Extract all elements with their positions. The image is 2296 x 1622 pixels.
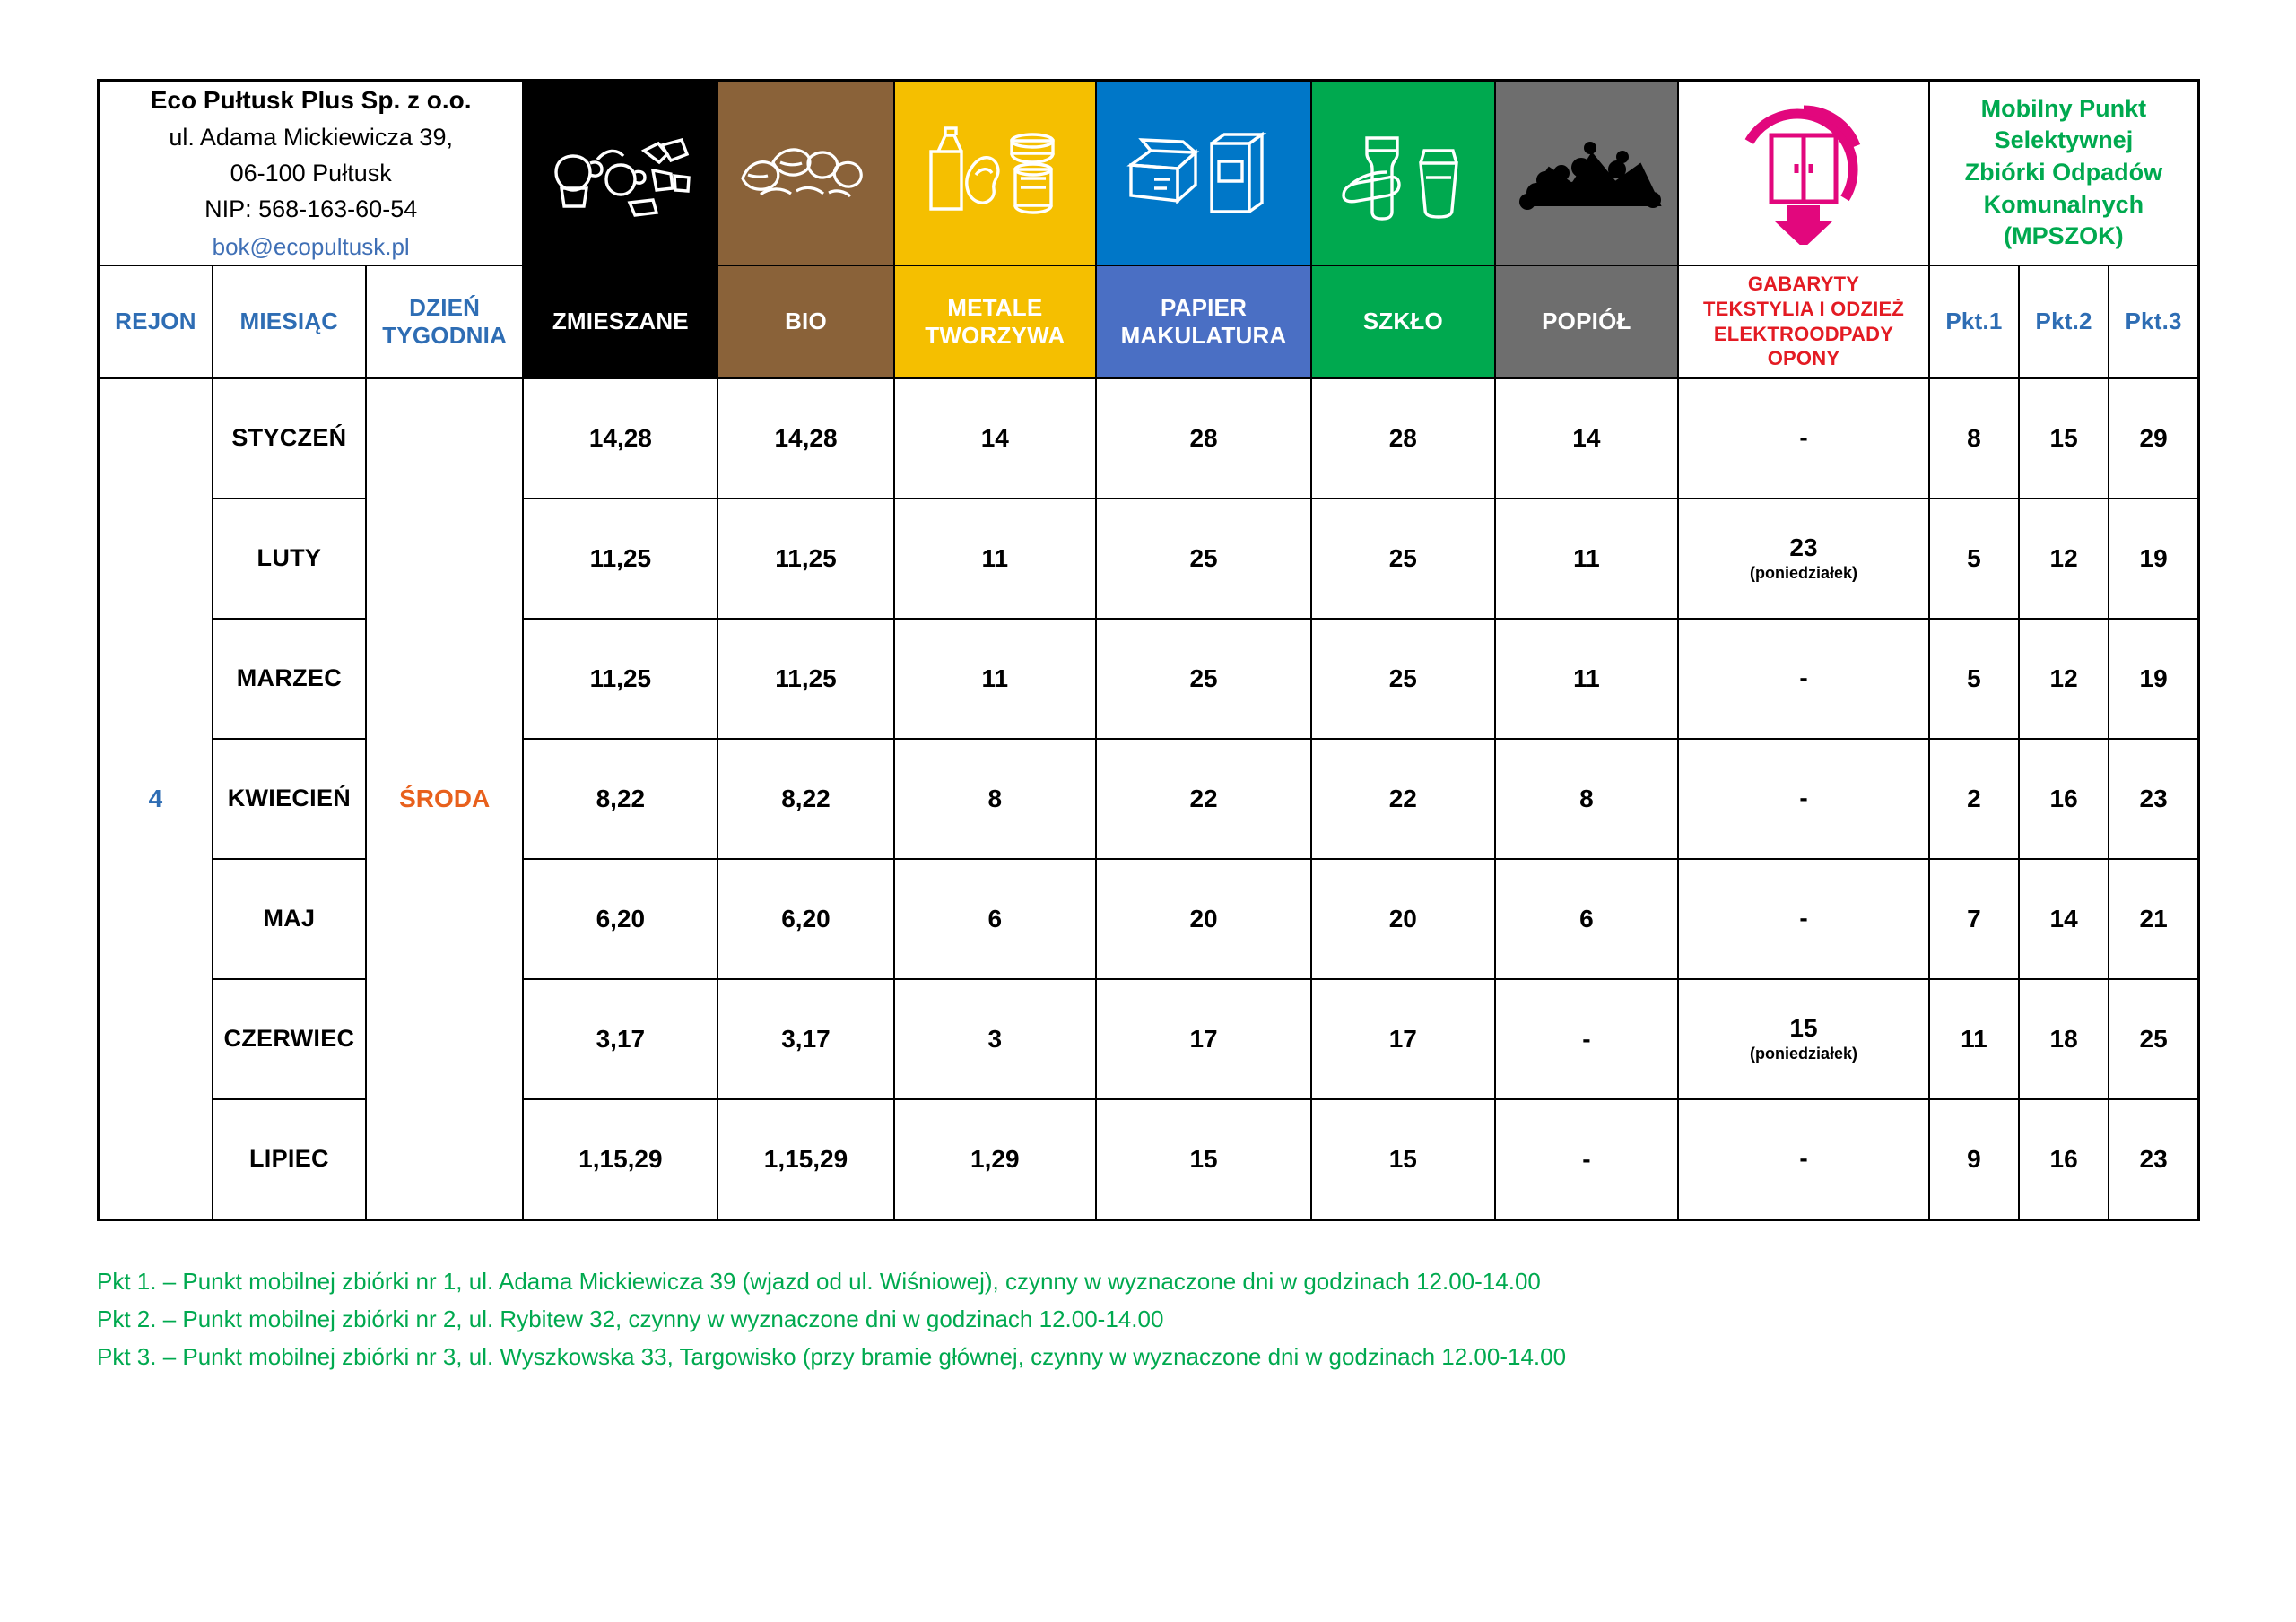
month-label: STYCZEŃ bbox=[213, 378, 366, 499]
cell-pkt1: 7 bbox=[1929, 859, 2019, 979]
company-city: 06-100 Pułtusk bbox=[230, 160, 392, 187]
company-nip: NIP: 568-163-60-54 bbox=[204, 195, 418, 223]
header-szklo: SZKŁO bbox=[1311, 265, 1495, 378]
header-metale-line2: TWORZYWA bbox=[925, 321, 1065, 349]
cell-pkt1: 5 bbox=[1929, 619, 2019, 739]
table-row bbox=[99, 378, 2199, 499]
header-dzien-tygodnia bbox=[366, 265, 523, 378]
header-pkt1: Pkt.1 bbox=[1929, 265, 2019, 378]
cell-popiol: 11 bbox=[1495, 619, 1679, 739]
cell-gabaryty bbox=[1678, 739, 1929, 859]
month-label: MAJ bbox=[213, 859, 366, 979]
cell-zmieszane: 1,15,29 bbox=[523, 1099, 718, 1220]
cell-pkt2: 18 bbox=[2019, 979, 2109, 1099]
cell-zmieszane: 11,25 bbox=[523, 499, 718, 619]
footnote-pkt1: Pkt 1. – Punkt mobilnej zbiórki nr 1, ul. Adama Mickiewicza 39 (wjazd od ul. Wiśniowej), czynny w wyznaczone dni w godzinach 12.00-14.00 bbox=[97, 1267, 1541, 1295]
header-pkt3: Pkt.3 bbox=[2109, 265, 2198, 378]
cell-papier: 17 bbox=[1096, 979, 1311, 1099]
cell-gabaryty bbox=[1678, 1099, 1929, 1220]
cell-metale: 1,29 bbox=[894, 1099, 1096, 1220]
cell-metale: 11 bbox=[894, 499, 1096, 619]
bio-waste-tile bbox=[718, 81, 893, 265]
cell-metale: 14 bbox=[894, 378, 1096, 499]
paper-icon bbox=[1097, 90, 1310, 256]
rejon-number: 4 bbox=[99, 378, 213, 1220]
cell-papier: 25 bbox=[1096, 619, 1311, 739]
cell-pkt2: 12 bbox=[2019, 619, 2109, 739]
month-label: MARZEC bbox=[213, 619, 366, 739]
cell-pkt3: 29 bbox=[2109, 378, 2198, 499]
cell-gabaryty bbox=[1678, 378, 1929, 499]
header-gabaryty bbox=[1678, 265, 1929, 378]
cell-gabaryty-value: 15 bbox=[1789, 1014, 1818, 1043]
metal-plastic-tile bbox=[894, 81, 1096, 265]
header-pkt2: Pkt.2 bbox=[2019, 265, 2109, 378]
ash-tile bbox=[1495, 81, 1679, 265]
header-papier-line1: PAPIER bbox=[1160, 294, 1248, 322]
cell-popiol: 8 bbox=[1495, 739, 1679, 859]
glass-tile bbox=[1311, 81, 1495, 265]
header-metale-tworzywa bbox=[894, 265, 1096, 378]
footnote-pkt2: Pkt 2. – Punkt mobilnej zbiórki nr 2, ul. Rybitew 32, czynny w wyznaczone dni w godzinach 12.00-14.00 bbox=[97, 1305, 1164, 1332]
company-name: Eco Pułtusk Plus Sp. z o.o. bbox=[150, 86, 472, 114]
cell-pkt3: 25 bbox=[2109, 979, 2198, 1099]
cell-zmieszane: 6,20 bbox=[523, 859, 718, 979]
cell-gabaryty-value: - bbox=[1799, 1143, 1808, 1172]
header-gabaryty-line3: ELEKTROODPADY bbox=[1713, 322, 1894, 345]
month-label: LUTY bbox=[213, 499, 366, 619]
mpszok-line-2: Selektywnej bbox=[1994, 126, 2134, 154]
mpszok-line-4: Komunalnych bbox=[1983, 190, 2144, 218]
cell-popiol: - bbox=[1495, 1099, 1679, 1220]
cell-gabaryty-note: (poniedziałek) bbox=[1749, 564, 1857, 583]
cell-szklo: 25 bbox=[1311, 619, 1495, 739]
header-dzien-line1: DZIEŃ bbox=[409, 294, 481, 322]
bio-waste-icon bbox=[718, 90, 892, 256]
table-header-caption-row bbox=[99, 265, 2199, 378]
month-label: KWIECIEŃ bbox=[213, 739, 366, 859]
cell-gabaryty bbox=[1678, 619, 1929, 739]
metal-plastic-icon bbox=[895, 90, 1095, 256]
header-metale-line1: METALE bbox=[947, 294, 1043, 322]
cell-gabaryty-value: 23 bbox=[1789, 533, 1818, 562]
mpszok-title bbox=[1929, 81, 2199, 265]
cell-zmieszane: 8,22 bbox=[523, 739, 718, 859]
cell-zmieszane: 3,17 bbox=[523, 979, 718, 1099]
cell-metale: 8 bbox=[894, 739, 1096, 859]
cell-pkt1: 5 bbox=[1929, 499, 2019, 619]
cell-szklo: 15 bbox=[1311, 1099, 1495, 1220]
header-zmieszane: ZMIESZANE bbox=[523, 265, 718, 378]
cell-bio: 14,28 bbox=[718, 378, 893, 499]
cell-pkt2: 14 bbox=[2019, 859, 2109, 979]
cell-pkt1: 8 bbox=[1929, 378, 2019, 499]
cell-papier: 25 bbox=[1096, 499, 1311, 619]
cell-szklo: 22 bbox=[1311, 739, 1495, 859]
cell-pkt2: 15 bbox=[2019, 378, 2109, 499]
cell-bio: 3,17 bbox=[718, 979, 893, 1099]
cell-popiol: 14 bbox=[1495, 378, 1679, 499]
footnotes bbox=[97, 1262, 2199, 1375]
header-bio: BIO bbox=[718, 265, 893, 378]
cell-papier: 28 bbox=[1096, 378, 1311, 499]
footnote-pkt3: Pkt 3. – Punkt mobilnej zbiórki nr 3, ul. Wyszkowska 33, Targowisko (przy bramie głównej, czynny w wyznaczone dni w godzinach 12.00-14.00 bbox=[97, 1342, 1567, 1370]
header-gabaryty-line2: TEKSTYLIA I ODZIEŻ bbox=[1702, 298, 1904, 321]
month-label: LIPIEC bbox=[213, 1099, 366, 1220]
cell-pkt3: 23 bbox=[2109, 739, 2198, 859]
bulky-waste-icon bbox=[1679, 90, 1928, 256]
cell-gabaryty-value: - bbox=[1799, 783, 1808, 811]
cell-papier: 22 bbox=[1096, 739, 1311, 859]
header-papier-makulatura bbox=[1096, 265, 1311, 378]
cell-bio: 6,20 bbox=[718, 859, 893, 979]
cell-zmieszane: 14,28 bbox=[523, 378, 718, 499]
bulky-waste-tile bbox=[1678, 81, 1929, 265]
ash-icon bbox=[1496, 90, 1678, 256]
header-popiol: POPIÓŁ bbox=[1495, 265, 1679, 378]
cell-gabaryty bbox=[1678, 979, 1929, 1099]
cell-gabaryty-value: - bbox=[1799, 663, 1808, 691]
header-papier-line2: MAKULATURA bbox=[1120, 321, 1287, 349]
cell-pkt3: 21 bbox=[2109, 859, 2198, 979]
mixed-waste-icon bbox=[524, 90, 717, 256]
cell-metale: 3 bbox=[894, 979, 1096, 1099]
cell-papier: 20 bbox=[1096, 859, 1311, 979]
cell-papier: 15 bbox=[1096, 1099, 1311, 1220]
header-gabaryty-line1: GABARYTY bbox=[1747, 273, 1860, 296]
month-label: CZERWIEC bbox=[213, 979, 366, 1099]
cell-pkt2: 12 bbox=[2019, 499, 2109, 619]
cell-gabaryty-value: - bbox=[1799, 903, 1808, 932]
cell-bio: 1,15,29 bbox=[718, 1099, 893, 1220]
header-miesiac: MIESIĄC bbox=[213, 265, 366, 378]
cell-metale: 11 bbox=[894, 619, 1096, 739]
cell-gabaryty bbox=[1678, 859, 1929, 979]
mpszok-line-1: Mobilny Punkt bbox=[1980, 94, 2147, 122]
glass-icon bbox=[1312, 90, 1494, 256]
cell-bio: 11,25 bbox=[718, 619, 893, 739]
cell-szklo: 28 bbox=[1311, 378, 1495, 499]
cell-popiol: 6 bbox=[1495, 859, 1679, 979]
cell-pkt3: 19 bbox=[2109, 499, 2198, 619]
cell-pkt2: 16 bbox=[2019, 1099, 2109, 1220]
cell-gabaryty-value: - bbox=[1799, 422, 1808, 451]
schedule-table bbox=[97, 79, 2200, 1221]
dzien-tygodnia-value: ŚRODA bbox=[366, 378, 523, 1220]
mpszok-line-3: Zbiórki Odpadów bbox=[1964, 159, 2163, 186]
header-gabaryty-line4: OPONY bbox=[1767, 347, 1840, 370]
paper-tile bbox=[1096, 81, 1311, 265]
header-rejon: REJON bbox=[99, 265, 213, 378]
cell-popiol: 11 bbox=[1495, 499, 1679, 619]
cell-pkt2: 16 bbox=[2019, 739, 2109, 859]
cell-gabaryty-note: (poniedziałek) bbox=[1749, 1045, 1857, 1063]
cell-pkt1: 9 bbox=[1929, 1099, 2019, 1220]
table-header-pictogram-row bbox=[99, 81, 2199, 265]
cell-pkt3: 23 bbox=[2109, 1099, 2198, 1220]
cell-pkt1: 2 bbox=[1929, 739, 2019, 859]
cell-szklo: 20 bbox=[1311, 859, 1495, 979]
header-dzien-line2: TYGODNIA bbox=[382, 321, 508, 349]
company-street: ul. Adama Mickiewicza 39, bbox=[169, 124, 453, 152]
cell-pkt3: 19 bbox=[2109, 619, 2198, 739]
cell-szklo: 25 bbox=[1311, 499, 1495, 619]
cell-metale: 6 bbox=[894, 859, 1096, 979]
cell-gabaryty bbox=[1678, 499, 1929, 619]
cell-popiol: - bbox=[1495, 979, 1679, 1099]
cell-bio: 8,22 bbox=[718, 739, 893, 859]
cell-pkt1: 11 bbox=[1929, 979, 2019, 1099]
mixed-waste-tile bbox=[523, 81, 718, 265]
mpszok-line-5: (MPSZOK) bbox=[2004, 222, 2124, 250]
company-info-block bbox=[99, 81, 524, 265]
company-email[interactable]: bok@ecopultusk.pl bbox=[212, 233, 410, 261]
cell-zmieszane: 11,25 bbox=[523, 619, 718, 739]
cell-bio: 11,25 bbox=[718, 499, 893, 619]
cell-szklo: 17 bbox=[1311, 979, 1495, 1099]
